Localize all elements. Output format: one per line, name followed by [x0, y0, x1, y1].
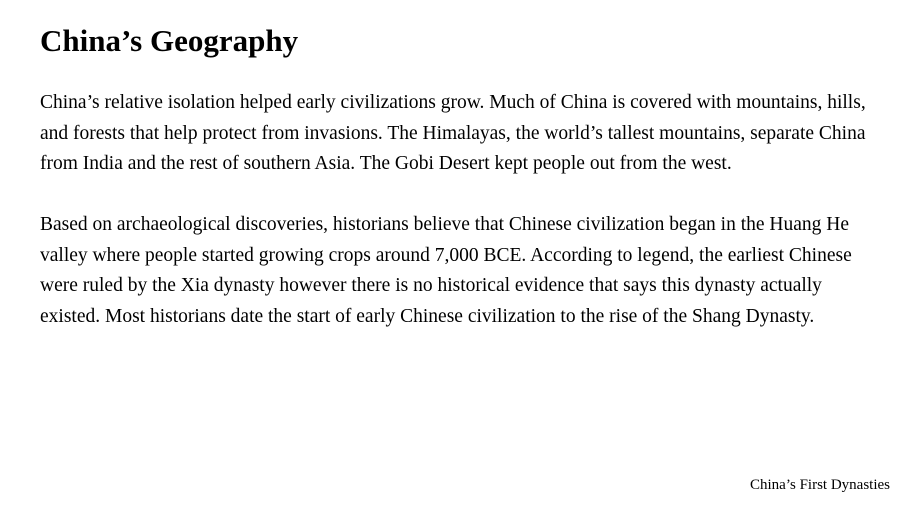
slide-title: China’s Geography [40, 23, 299, 58]
paragraph-geography: China’s relative isolation helped early civilizations grow. Much of China is covered with mountains, hills, and forests that help protect from invasions. The Himalayas, the world’s tallest mountains, separate China from India and the rest of southern Asia. The Gobi Desert kept people out from the west. [40, 92, 866, 174]
slide-body [40, 88, 870, 332]
paragraph-spacer [40, 180, 870, 211]
slide-footer: China’s First Dynasties [749, 477, 890, 493]
paragraph-civilization-origins: Based on archaeological discoveries, historians believe that Chinese civilization began in the Huang He valley where people started growing crops around 7,000 BCE. According to legend, the earliest Chinese were ruled by the Xia dynasty however there is no historical evidence that says this dynasty actually existed. Most historians date the start of early Chinese civilization to the rise of the Shang Dynasty. [40, 214, 852, 327]
